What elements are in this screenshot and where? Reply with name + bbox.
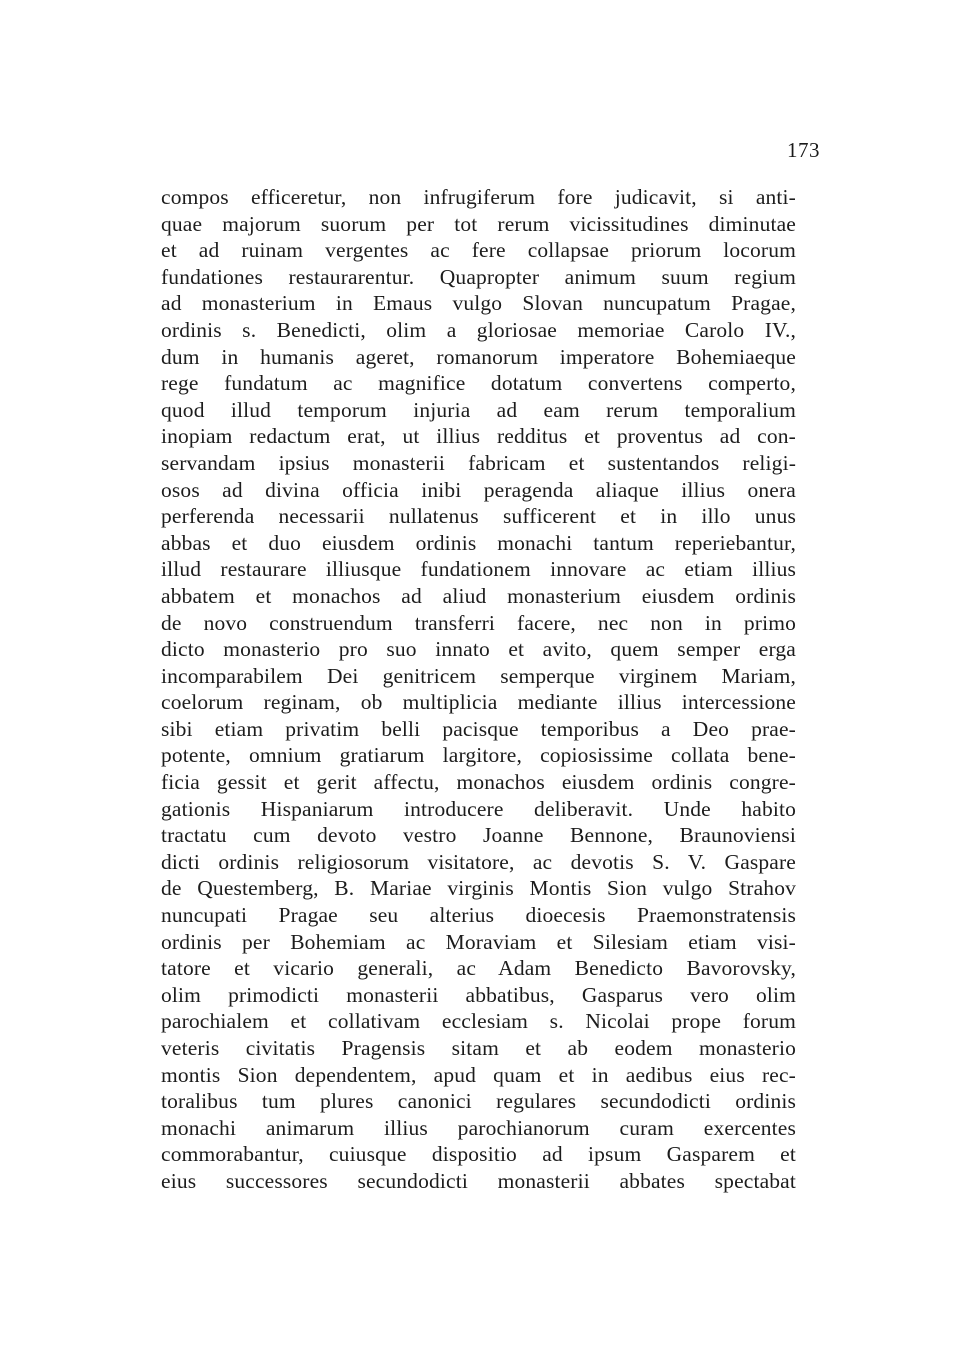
text-line: toralibus tum plures canonici regulares secundodicti ordinis xyxy=(161,1089,796,1114)
text-line: abbas et duo eiusdem ordinis monachi tantum reperiebantur, xyxy=(161,530,796,555)
text-line: compos efficeretur, non infrugiferum fore judicavit, si anti- xyxy=(161,185,796,209)
text-line: abbatem et monachos ad aliud monasterium eiusdem ordinis xyxy=(161,583,796,608)
text-line: veteris civitatis Pragensis sitam et ab eodem monasterio xyxy=(161,1036,796,1060)
text-line: dicti ordinis religiosorum visitatore, ac devotis S. V. Gaspare xyxy=(161,849,796,874)
text-line: tatore et vicario generali, ac Adam Benedicto Bavorovsky, xyxy=(161,956,796,981)
text-line: montis Sion dependentem, apud quam et in aedibus eius rec- xyxy=(161,1062,796,1087)
text-line: ficia gessit et gerit affectu, monachos eiusdem ordinis congre- xyxy=(161,770,796,795)
text-line: rege fundatum ac magnifice dotatum convertens comperto, xyxy=(161,371,796,396)
body-text xyxy=(161,184,796,1195)
text-line: nuncupati Pragae seu alterius dioecesis Praemonstratensis xyxy=(161,903,796,928)
text-line: illud restaurare illiusque fundationem innovare ac etiam illius xyxy=(161,557,796,582)
text-line: osos ad divina officia inibi peragenda aliaque illius onera xyxy=(161,477,796,502)
text-line: gationis Hispaniarum introducere deliberavit. Unde habito xyxy=(161,796,796,821)
text-line: parochialem et collativam ecclesiam s. Nicolai prope forum xyxy=(161,1009,796,1034)
text-line: dum in humanis ageret, romanorum imperatore Bohemiaeque xyxy=(161,344,796,369)
text-line: perferenda necessarii nullatenus sufficerent et in illo unus xyxy=(161,504,796,529)
text-line: incomparabilem Dei genitricem semperque virginem Mariam, xyxy=(161,663,796,688)
text-line: et ad ruinam vergentes ac fere collapsae priorum locorum xyxy=(161,238,796,263)
text-line: quae majorum suorum per tot rerum vicissitudines diminutae xyxy=(161,211,796,236)
text-line: coelorum reginam, ob multiplicia mediante illius intercessione xyxy=(161,690,796,715)
text-line: quod illud temporum injuria ad eam rerum temporalium xyxy=(161,397,796,422)
text-line: de novo construendum transferri facere, nec non in primo xyxy=(161,610,796,635)
text-line: monachi animarum illius parochianorum curam exercentes xyxy=(161,1115,796,1140)
text-line: sibi etiam privatim belli pacisque temporibus a Deo prae- xyxy=(161,716,796,741)
text-line: commorabantur, cuiusque dispositio ad ipsum Gasparem et xyxy=(161,1142,796,1167)
text-line: ad monasterium in Emaus vulgo Slovan nuncupatum Pragae, xyxy=(161,291,796,316)
text-line: fundationes restaurarentur. Quapropter animum suum regium xyxy=(161,264,796,289)
text-line: potente, omnium gratiarum largitore, copiosissime collata bene- xyxy=(161,743,796,768)
text-line: ordinis s. Benedicti, olim a gloriosae memoriae Carolo IV., xyxy=(161,317,796,342)
text-line: tractatu cum devoto vestro Joanne Bennone, Braunoviensi xyxy=(161,823,796,848)
text-line: servandam ipsius monasterii fabricam et sustentandos religi- xyxy=(161,450,796,475)
text-line: de Questemberg, B. Mariae virginis Montis Sion vulgo Strahov xyxy=(161,876,796,901)
text-line: dicto monasterio pro suo innato et avito, quem semper erga xyxy=(161,637,796,662)
text-line: inopiam redactum erat, ut illius redditus et proventus ad con- xyxy=(161,424,796,449)
text-line: olim primodicti monasterii abbatibus, Gasparus vero olim xyxy=(161,982,796,1007)
page-number: 173 xyxy=(787,138,820,162)
text-line: ordinis per Bohemiam ac Moraviam et Silesiam etiam visi- xyxy=(161,929,796,954)
text-line: eius successores secundodicti monasterii abbates spectabat xyxy=(161,1168,796,1193)
